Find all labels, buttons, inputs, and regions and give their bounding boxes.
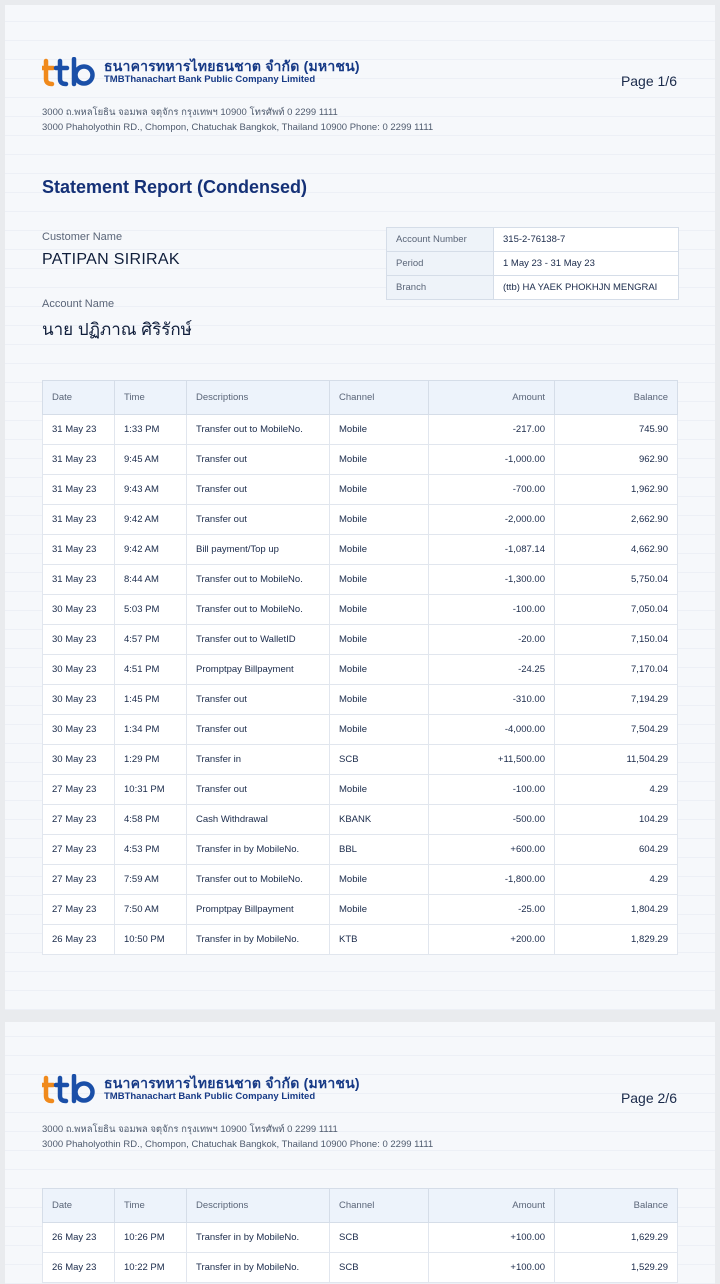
tx-time: 1:33 PM bbox=[115, 415, 187, 445]
bank-address bbox=[42, 1122, 433, 1152]
tx-channel: SCB bbox=[330, 1253, 429, 1283]
tx-channel: KTB bbox=[330, 925, 429, 955]
tx-date: 30 May 23 bbox=[43, 625, 115, 655]
col-header-channel: Channel bbox=[330, 1189, 429, 1223]
tx-channel: Mobile bbox=[330, 415, 429, 445]
tx-amount: -25.00 bbox=[429, 895, 555, 925]
tx-channel: Mobile bbox=[330, 715, 429, 745]
tx-time: 10:22 PM bbox=[115, 1253, 187, 1283]
tx-balance: 1,962.90 bbox=[555, 475, 678, 505]
transactions-table-page-2 bbox=[42, 1188, 678, 1283]
table-row bbox=[43, 655, 678, 685]
tx-amount: +100.00 bbox=[429, 1223, 555, 1253]
tx-time: 5:03 PM bbox=[115, 595, 187, 625]
tx-channel: Mobile bbox=[330, 445, 429, 475]
tx-amount: -1,300.00 bbox=[429, 565, 555, 595]
table-row bbox=[43, 895, 678, 925]
tx-balance: 7,170.04 bbox=[555, 655, 678, 685]
table-row bbox=[43, 1223, 678, 1253]
tx-channel: Mobile bbox=[330, 505, 429, 535]
tx-amount: -20.00 bbox=[429, 625, 555, 655]
tx-channel: Mobile bbox=[330, 475, 429, 505]
tx-amount: -700.00 bbox=[429, 475, 555, 505]
table-row bbox=[43, 805, 678, 835]
address-thai: 3000 ถ.พหลโยธิน จอมพล จตุจักร กรุงเทพฯ 10900 โทรศัพท์ 0 2299 1111 bbox=[42, 1124, 338, 1135]
account-info-box bbox=[386, 227, 679, 300]
table-row bbox=[43, 595, 678, 625]
table-row bbox=[43, 475, 678, 505]
col-header-time: Time bbox=[115, 1189, 187, 1223]
tx-date: 30 May 23 bbox=[43, 655, 115, 685]
account-number: 315-2-76138-7 bbox=[503, 234, 566, 245]
tx-channel: KBANK bbox=[330, 805, 429, 835]
tx-time: 10:26 PM bbox=[115, 1223, 187, 1253]
tx-balance: 7,050.04 bbox=[555, 595, 678, 625]
tx-date: 31 May 23 bbox=[43, 415, 115, 445]
tx-channel: Mobile bbox=[330, 865, 429, 895]
tx-balance: 962.90 bbox=[555, 445, 678, 475]
info-row-branch bbox=[387, 276, 678, 299]
table-row bbox=[43, 415, 678, 445]
bank-logo bbox=[42, 57, 360, 87]
col-header-amount: Amount bbox=[429, 1189, 555, 1223]
transactions-body bbox=[43, 1223, 678, 1283]
table-row bbox=[43, 835, 678, 865]
col-header-date: Date bbox=[43, 1189, 115, 1223]
tx-time: 4:53 PM bbox=[115, 835, 187, 865]
tx-description: Promptpay Billpayment bbox=[187, 895, 330, 925]
tx-balance: 604.29 bbox=[555, 835, 678, 865]
tx-description: Transfer out to MobileNo. bbox=[187, 865, 330, 895]
table-row bbox=[43, 865, 678, 895]
bank-name-english: TMBThanachart Bank Public Company Limited bbox=[104, 1091, 316, 1102]
branch-name: (ttb) HA YAEK PHOKHJN MENGRAI bbox=[503, 282, 658, 293]
info-key: Period bbox=[387, 252, 494, 275]
info-row-account-number bbox=[387, 228, 678, 252]
table-row bbox=[43, 715, 678, 745]
account-name-label: Account Name bbox=[42, 298, 115, 310]
tx-balance: 4.29 bbox=[555, 865, 678, 895]
tx-date: 30 May 23 bbox=[43, 595, 115, 625]
tx-description: Transfer in by MobileNo. bbox=[187, 835, 330, 865]
tx-description: Transfer out to MobileNo. bbox=[187, 595, 330, 625]
tx-balance: 2,662.90 bbox=[555, 505, 678, 535]
bank-name-english: TMBThanachart Bank Public Company Limited bbox=[104, 74, 316, 85]
tx-time: 9:42 AM bbox=[115, 505, 187, 535]
tx-date: 31 May 23 bbox=[43, 505, 115, 535]
tx-channel: Mobile bbox=[330, 595, 429, 625]
tx-date: 31 May 23 bbox=[43, 535, 115, 565]
customer-name: PATIPAN SIRIRAK bbox=[42, 251, 180, 268]
tx-amount: -100.00 bbox=[429, 775, 555, 805]
col-header-time: Time bbox=[115, 381, 187, 415]
tx-date: 27 May 23 bbox=[43, 805, 115, 835]
table-row bbox=[43, 775, 678, 805]
tx-amount: -1,087.14 bbox=[429, 535, 555, 565]
tx-description: Transfer out to MobileNo. bbox=[187, 565, 330, 595]
tx-date: 30 May 23 bbox=[43, 715, 115, 745]
tx-description: Transfer out bbox=[187, 445, 330, 475]
account-name: นาย ปฏิภาณ ศิริรักษ์ bbox=[42, 320, 192, 339]
tx-date: 31 May 23 bbox=[43, 565, 115, 595]
tx-description: Promptpay Billpayment bbox=[187, 655, 330, 685]
ttb-logo-icon bbox=[42, 1074, 98, 1104]
tx-description: Transfer in bbox=[187, 745, 330, 775]
tx-description: Transfer out bbox=[187, 775, 330, 805]
tx-time: 9:43 AM bbox=[115, 475, 187, 505]
tx-balance: 4,662.90 bbox=[555, 535, 678, 565]
tx-description: Transfer out to WalletID bbox=[187, 625, 330, 655]
page-number: Page 1/6 bbox=[620, 73, 677, 89]
tx-amount: -1,000.00 bbox=[429, 445, 555, 475]
col-header-balance: Balance bbox=[555, 1189, 678, 1223]
customer-name-label: Customer Name bbox=[42, 231, 123, 243]
tx-date: 26 May 23 bbox=[43, 925, 115, 955]
tx-balance: 1,829.29 bbox=[555, 925, 678, 955]
tx-balance: 104.29 bbox=[555, 805, 678, 835]
address-thai: 3000 ถ.พหลโยธิน จอมพล จตุจักร กรุงเทพฯ 10900 โทรศัพท์ 0 2299 1111 bbox=[42, 107, 338, 118]
tx-date: 27 May 23 bbox=[43, 865, 115, 895]
tx-channel: Mobile bbox=[330, 625, 429, 655]
page-title: Statement Report (Condensed) bbox=[42, 177, 308, 197]
tx-channel: Mobile bbox=[330, 565, 429, 595]
info-row-period bbox=[387, 252, 678, 276]
table-header-row bbox=[43, 1189, 678, 1223]
tx-time: 4:57 PM bbox=[115, 625, 187, 655]
tx-description: Transfer out bbox=[187, 475, 330, 505]
col-header-channel: Channel bbox=[330, 381, 429, 415]
tx-balance: 7,150.04 bbox=[555, 625, 678, 655]
tx-balance: 7,194.29 bbox=[555, 685, 678, 715]
tx-channel: Mobile bbox=[330, 775, 429, 805]
bank-name-thai: ธนาคารทหารไทยธนชาต จำกัด (มหาชน) bbox=[104, 58, 360, 74]
tx-date: 27 May 23 bbox=[43, 835, 115, 865]
col-header-balance: Balance bbox=[555, 381, 678, 415]
tx-time: 9:45 AM bbox=[115, 445, 187, 475]
tx-time: 1:45 PM bbox=[115, 685, 187, 715]
tx-balance: 4.29 bbox=[555, 775, 678, 805]
tx-time: 10:31 PM bbox=[115, 775, 187, 805]
statement-page-1 bbox=[5, 5, 715, 1010]
tx-channel: Mobile bbox=[330, 895, 429, 925]
tx-amount: +600.00 bbox=[429, 835, 555, 865]
col-header-descriptions: Descriptions bbox=[187, 381, 330, 415]
statement-page-2 bbox=[5, 1022, 715, 1284]
tx-amount: -217.00 bbox=[429, 415, 555, 445]
tx-channel: SCB bbox=[330, 745, 429, 775]
tx-balance: 1,629.29 bbox=[555, 1223, 678, 1253]
tx-channel: Mobile bbox=[330, 685, 429, 715]
transactions-body bbox=[43, 415, 678, 955]
tx-time: 1:34 PM bbox=[115, 715, 187, 745]
tx-date: 30 May 23 bbox=[43, 745, 115, 775]
tx-description: Transfer in by MobileNo. bbox=[187, 1253, 330, 1283]
tx-time: 1:29 PM bbox=[115, 745, 187, 775]
col-header-date: Date bbox=[43, 381, 115, 415]
tx-time: 10:50 PM bbox=[115, 925, 187, 955]
tx-time: 8:44 AM bbox=[115, 565, 187, 595]
tx-amount: -1,800.00 bbox=[429, 865, 555, 895]
table-row bbox=[43, 925, 678, 955]
tx-description: Transfer in by MobileNo. bbox=[187, 1223, 330, 1253]
table-row bbox=[43, 535, 678, 565]
tx-description: Transfer out bbox=[187, 685, 330, 715]
col-header-amount: Amount bbox=[429, 381, 555, 415]
address-english: 3000 Phaholyothin RD., Chompon, Chatuchak Bangkok, Thailand 10900 Phone: 0 2299 1111 bbox=[42, 1139, 434, 1150]
table-row bbox=[43, 565, 678, 595]
tx-balance: 1,804.29 bbox=[555, 895, 678, 925]
tx-amount: -100.00 bbox=[429, 595, 555, 625]
tx-amount: +200.00 bbox=[429, 925, 555, 955]
table-row bbox=[43, 625, 678, 655]
ttb-logo-icon bbox=[42, 57, 98, 87]
tx-date: 26 May 23 bbox=[43, 1223, 115, 1253]
tx-date: 27 May 23 bbox=[43, 895, 115, 925]
statement-period: 1 May 23 - 31 May 23 bbox=[503, 258, 595, 269]
tx-description: Transfer in by MobileNo. bbox=[187, 925, 330, 955]
page-number: Page 2/6 bbox=[620, 1090, 677, 1106]
tx-balance: 11,504.29 bbox=[555, 745, 678, 775]
table-row bbox=[43, 505, 678, 535]
table-row bbox=[43, 1253, 678, 1283]
tx-amount: +100.00 bbox=[429, 1253, 555, 1283]
tx-amount: -500.00 bbox=[429, 805, 555, 835]
bank-address bbox=[42, 105, 433, 135]
info-key: Account Number bbox=[387, 228, 494, 251]
tx-balance: 1,529.29 bbox=[555, 1253, 678, 1283]
tx-amount: -4,000.00 bbox=[429, 715, 555, 745]
tx-time: 4:58 PM bbox=[115, 805, 187, 835]
tx-date: 30 May 23 bbox=[43, 685, 115, 715]
col-header-descriptions: Descriptions bbox=[187, 1189, 330, 1223]
transactions-table-page-1 bbox=[42, 380, 678, 955]
tx-time: 7:50 AM bbox=[115, 895, 187, 925]
table-row bbox=[43, 445, 678, 475]
address-english: 3000 Phaholyothin RD., Chompon, Chatuchak Bangkok, Thailand 10900 Phone: 0 2299 1111 bbox=[42, 122, 434, 133]
tx-channel: BBL bbox=[330, 835, 429, 865]
table-header-row bbox=[43, 381, 678, 415]
tx-description: Bill payment/Top up bbox=[187, 535, 330, 565]
table-row bbox=[43, 745, 678, 775]
tx-channel: Mobile bbox=[330, 535, 429, 565]
tx-description: Cash Withdrawal bbox=[187, 805, 330, 835]
tx-time: 9:42 AM bbox=[115, 535, 187, 565]
tx-date: 26 May 23 bbox=[43, 1253, 115, 1283]
tx-balance: 7,504.29 bbox=[555, 715, 678, 745]
tx-description: Transfer out bbox=[187, 505, 330, 535]
info-key: Branch bbox=[387, 276, 494, 299]
tx-balance: 5,750.04 bbox=[555, 565, 678, 595]
tx-date: 27 May 23 bbox=[43, 775, 115, 805]
tx-date: 31 May 23 bbox=[43, 475, 115, 505]
tx-description: Transfer out bbox=[187, 715, 330, 745]
tx-description: Transfer out to MobileNo. bbox=[187, 415, 330, 445]
tx-channel: SCB bbox=[330, 1223, 429, 1253]
tx-time: 4:51 PM bbox=[115, 655, 187, 685]
tx-time: 7:59 AM bbox=[115, 865, 187, 895]
tx-date: 31 May 23 bbox=[43, 445, 115, 475]
bank-logo bbox=[42, 1074, 360, 1104]
tx-balance: 745.90 bbox=[555, 415, 678, 445]
tx-amount: -24.25 bbox=[429, 655, 555, 685]
tx-amount: +11,500.00 bbox=[429, 745, 555, 775]
bank-name-thai: ธนาคารทหารไทยธนชาต จำกัด (มหาชน) bbox=[104, 1075, 360, 1091]
table-row bbox=[43, 685, 678, 715]
tx-amount: -2,000.00 bbox=[429, 505, 555, 535]
tx-amount: -310.00 bbox=[429, 685, 555, 715]
tx-channel: Mobile bbox=[330, 655, 429, 685]
